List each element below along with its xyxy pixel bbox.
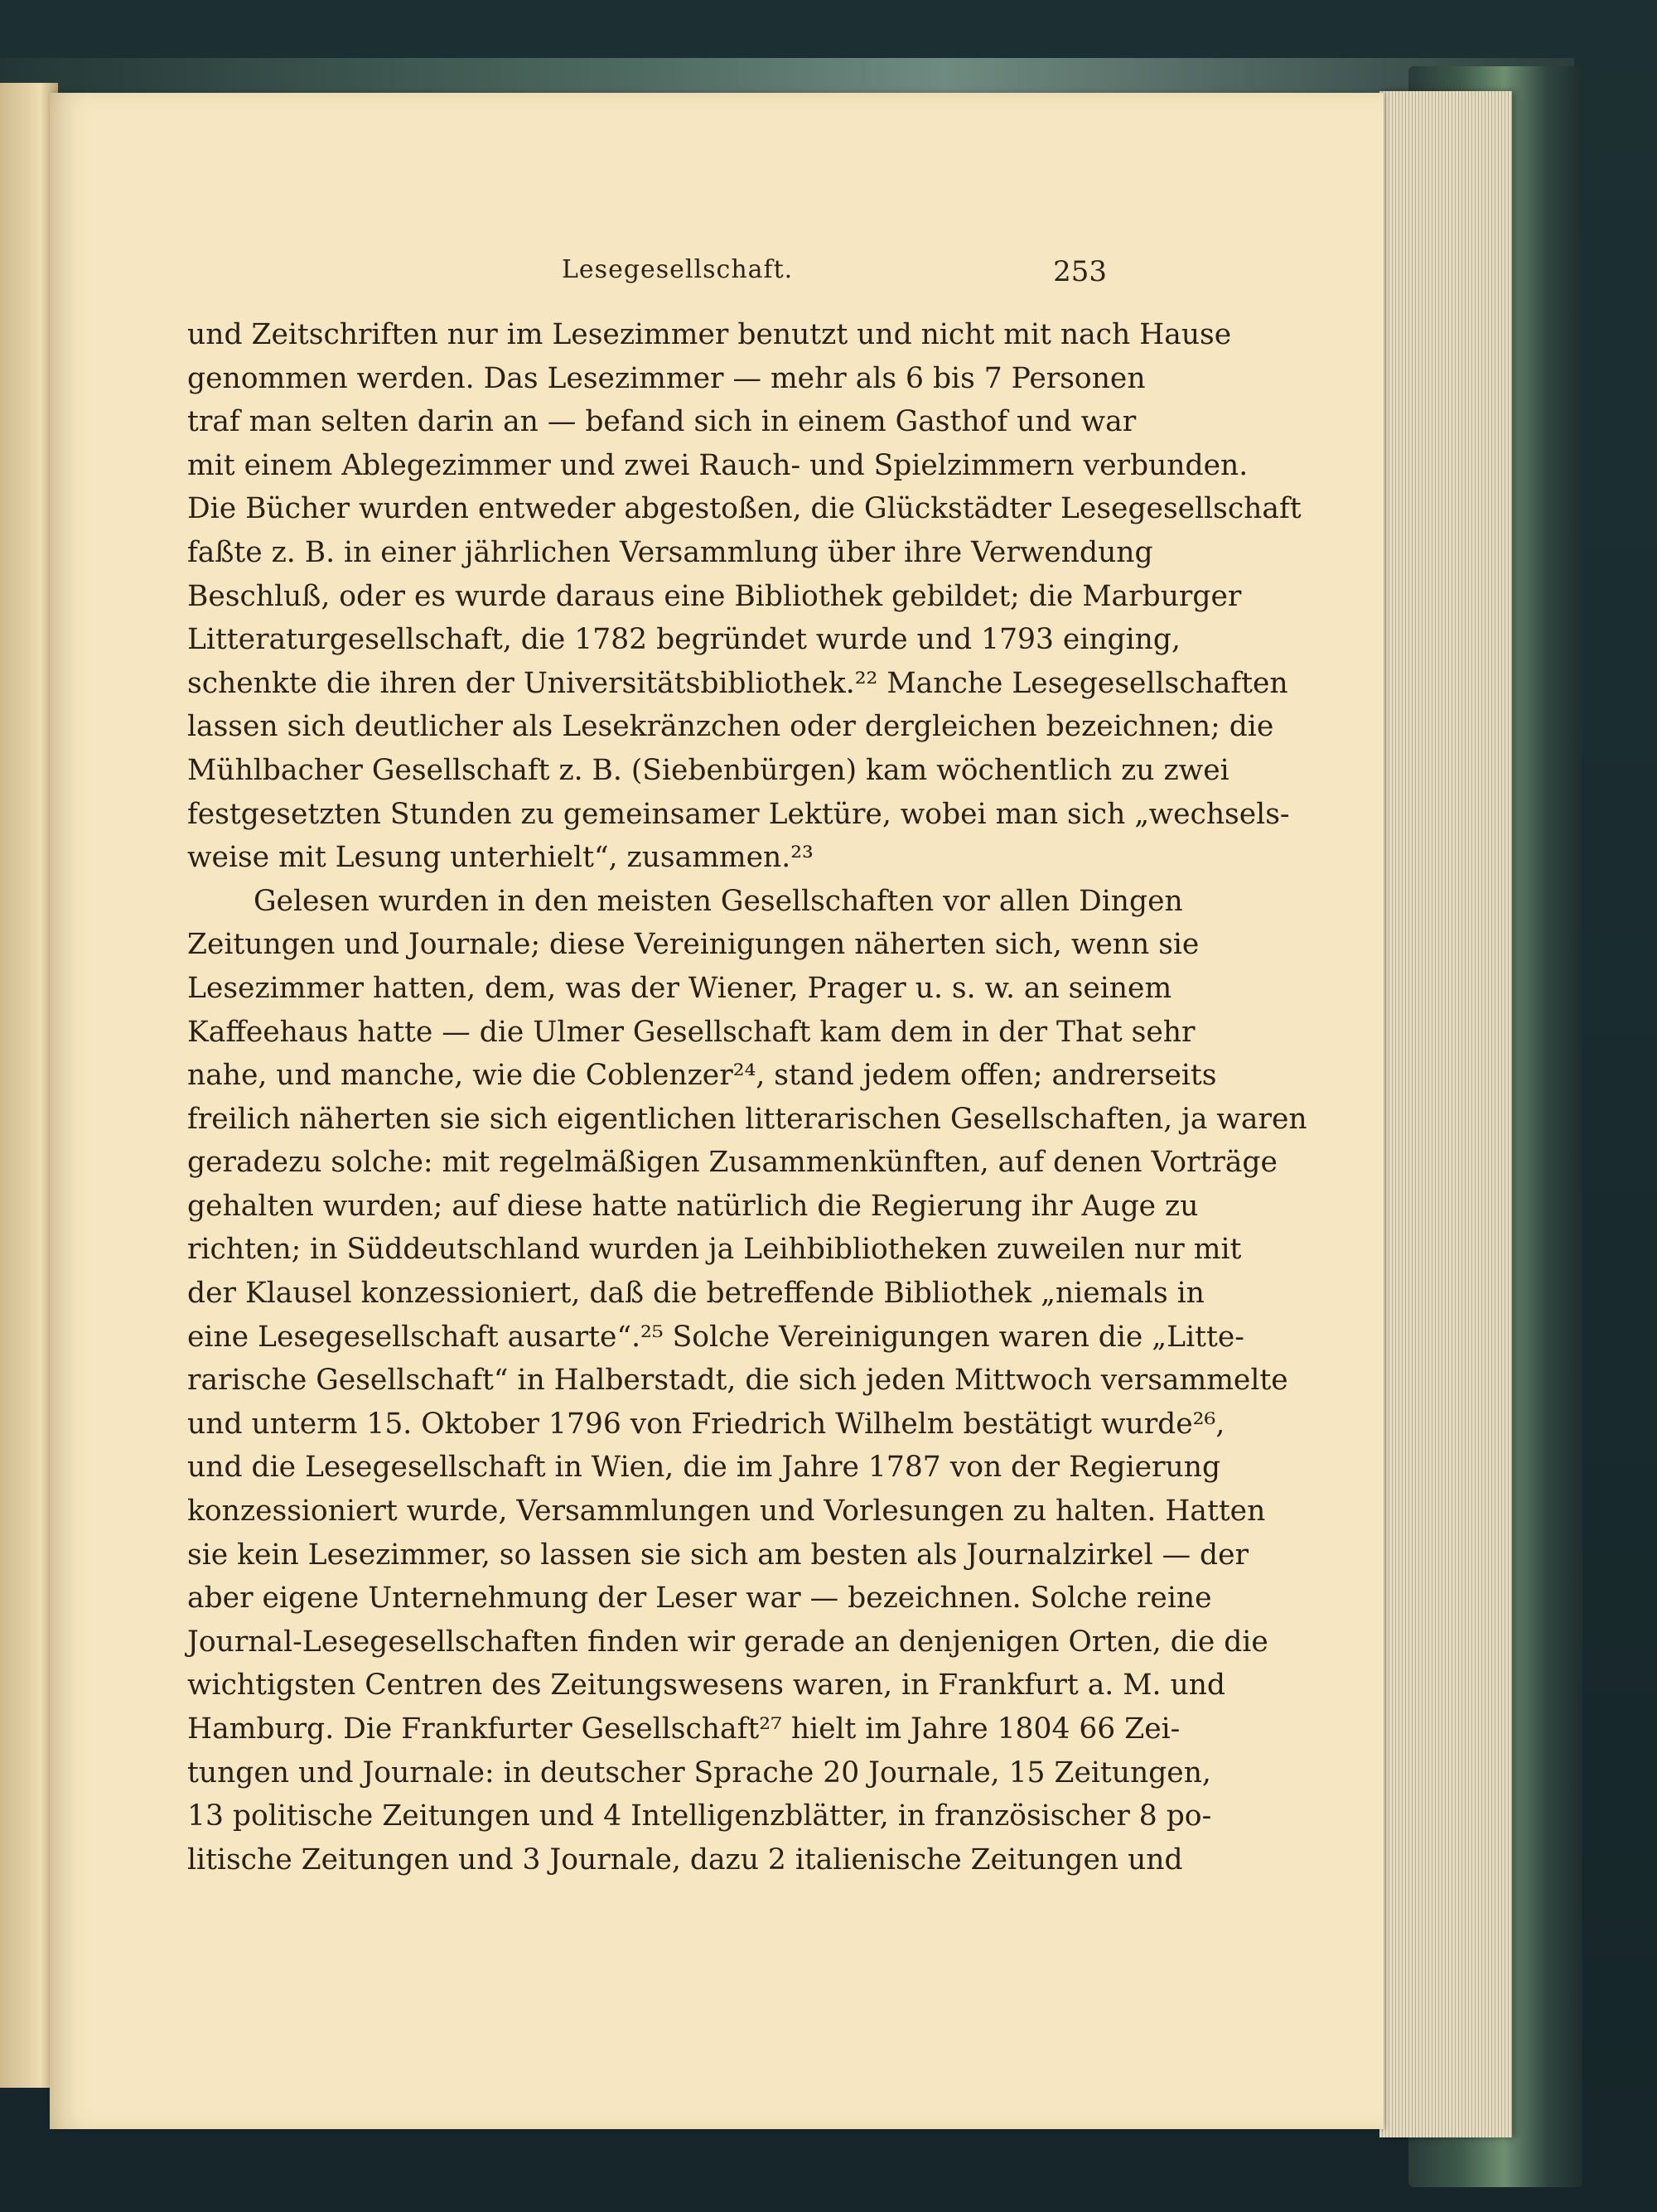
text-line: Lesezimmer hatten, dem, was der Wiener, Prager u. s. w. an seinem (187, 971, 1172, 1005)
running-head (187, 255, 1107, 297)
text-line: konzessioniert wurde, Versammlungen und Vorlesungen zu halten. Hatten (187, 1495, 1266, 1529)
text-line: Beschluß, oder es wurde daraus eine Bibliothek gebildet; die Marburger (187, 579, 1242, 613)
text-line: Zeitungen und Journale; diese Vereinigungen näherten sich, wenn sie (187, 928, 1200, 962)
text-line: sie kein Lesezimmer, so lassen sie sich am besten als Journalzirkel — der (187, 1538, 1249, 1572)
text-line: tungen und Journale: in deutscher Sprache 20 Journale, 15 Zeitungen, (187, 1756, 1211, 1789)
text-line: wichtigsten Centren des Zeitungswesens waren, in Frankfurt a. M. und (187, 1669, 1226, 1702)
text-line: 13 politische Zeitungen und 4 Intelligenzblätter, in französischer 8 po- (187, 1799, 1212, 1833)
text-line: der Klausel konzessioniert, daß die betreffende Bibliothek „niemals in (187, 1277, 1205, 1311)
text-line: Journal-Lesegesellschaften finden wir gerade an denjenigen Orten, die die (187, 1625, 1268, 1659)
text-line: und unterm 15. Oktober 1796 von Friedrich Wilhelm bestätigt wurde²⁶, (187, 1407, 1225, 1441)
text-line: gehalten wurden; auf diese hatte natürlich die Regierung ihr Auge zu (187, 1189, 1199, 1223)
text-line: traf man selten darin an — befand sich in einem Gasthof und war (187, 405, 1137, 439)
text-line: lassen sich deutlicher als Lesekränzchen oder dergleichen bezeichnen; die (187, 710, 1274, 744)
page-number: 253 (1053, 255, 1107, 288)
text-line: geradezu solche: mit regelmäßigen Zusammenkünften, auf denen Vorträge (187, 1146, 1278, 1180)
text-line: Litteraturgesellschaft, die 1782 begründet wurde und 1793 einging, (187, 623, 1181, 657)
running-title: Lesegesellschaft. (562, 255, 794, 284)
text-line: genommen werden. Das Lesezimmer — mehr als 6 bis 7 Personen (187, 361, 1146, 395)
text-line: und Zeitschriften nur im Lesezimmer benutzt und nicht mit nach Hause (187, 318, 1232, 351)
text-line: litische Zeitungen und 3 Journale, dazu 2 italienische Zeitungen und (187, 1843, 1183, 1876)
text-line: freilich näherten sie sich eigentlichen litterarischen Gesellschaften, ja waren (187, 1102, 1307, 1136)
text-line: faßte z. B. in einer jährlichen Versammlung über ihre Verwendung (187, 535, 1153, 569)
text-line: Kaffeehaus hatte — die Ulmer Gesellschaft kam dem in der That sehr (187, 1015, 1196, 1049)
body-text (187, 313, 1307, 1881)
text-line: eine Lesegesellschaft ausarte“.²⁵ Solche Vereinigungen waren die „Litte- (187, 1320, 1244, 1354)
text-line: und die Lesegesellschaft in Wien, die im Jahre 1787 von der Regierung (187, 1451, 1221, 1485)
text-line: Mühlbacher Gesellschaft z. B. (Siebenbürgen) kam wöchentlich zu zwei (187, 753, 1229, 787)
text-line: weise mit Lesung unterhielt“, zusammen.²³ (187, 841, 814, 875)
text-line: aber eigene Unternehmung der Leser war — bezeichnen. Solche reine (187, 1582, 1212, 1616)
page-block-edges (1379, 91, 1512, 2137)
text-line: Die Bücher wurden entweder abgestoßen, die Glückstädter Lesegesellschaft (187, 492, 1302, 526)
text-line: mit einem Ablegezimmer und zwei Rauch- und Spielzimmern verbunden. (187, 448, 1249, 482)
text-line: festgesetzten Stunden zu gemeinsamer Lektüre, wobei man sich „wechsels- (187, 797, 1290, 831)
text-line: Gelesen wurden in den meisten Gesellschaften vor allen Dingen (254, 884, 1183, 918)
text-line: richten; in Süddeutschland wurden ja Leihbibliotheken zuweilen nur mit (187, 1233, 1242, 1267)
text-line: schenkte die ihren der Universitätsbibliothek.²² Manche Lesegesellschaften (187, 666, 1288, 700)
text-line: rarische Gesellschaft“ in Halberstadt, die sich jeden Mittwoch versammelte (187, 1364, 1288, 1398)
text-line: nahe, und manche, wie die Coblenzer²⁴, stand jedem offen; andrerseits (187, 1059, 1217, 1093)
text-line: Hamburg. Die Frankfurter Gesellschaft²⁷ hielt im Jahre 1804 66 Zei- (187, 1712, 1181, 1746)
